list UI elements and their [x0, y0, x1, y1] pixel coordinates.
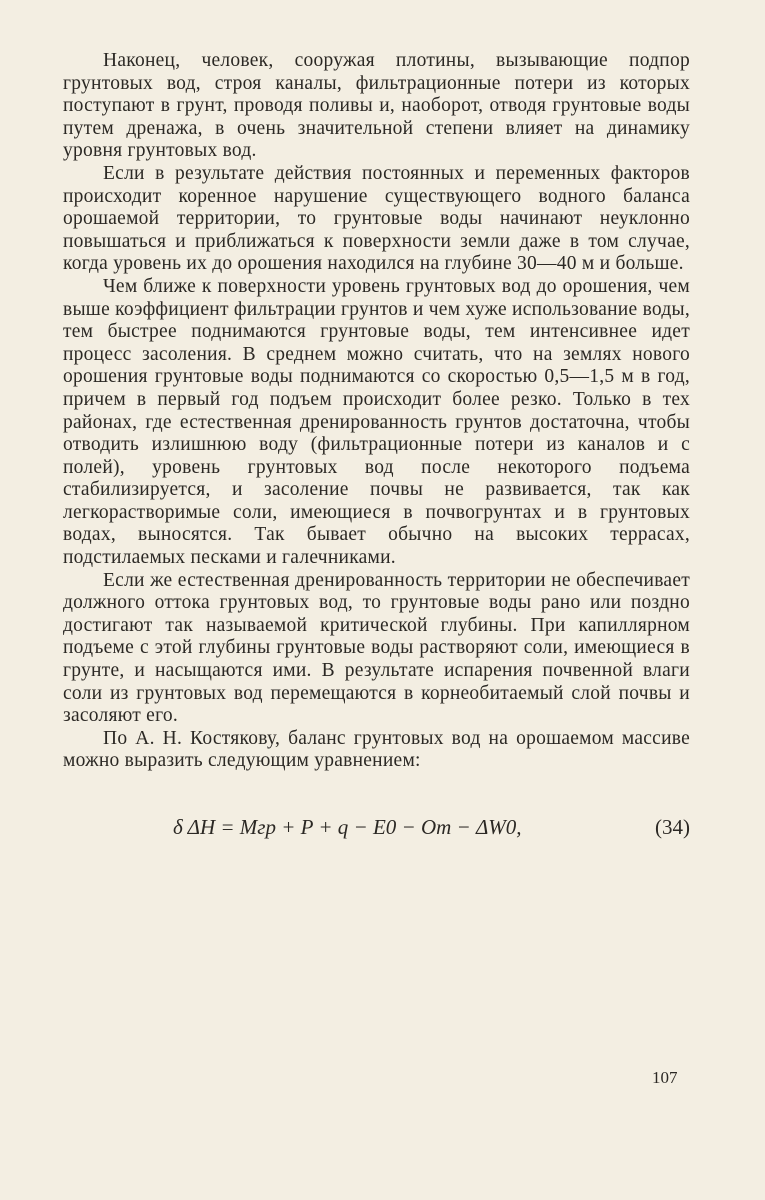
equation-row [63, 815, 690, 845]
paragraph-3: Чем ближе к поверхности уровень грунтовых вод до орошения, чем выше коэффициент фильтрации грунтов и чем хуже использование воды, тем быстрее поднимаются грунтовые воды, тем интенсивнее идет процесс засоления. В среднем можно считать, что на землях нового орошения грунтовые воды поднимаются со скоростью 0,5—1,5 м в год, причем в первый год подъем происходит более резко. Только в тех районах, где естественная дренированность грунтов достаточна, чтобы отводить излишнюю воду (фильтрационные потери из каналов и с полей), уровень грунтовых вод после некоторого подъема стабилизируется, и засоление почвы не развивается, так как легкорастворимые соли, имеющиеся в почвогрунтах и в грунтовых водах, выносятся. Так бывает обычно на высоких террасах, подстилаемых песками и галечниками. [63, 275, 690, 569]
paragraph-2: Если в результате действия постоянных и переменных факторов происходит коренное нарушение существующего водного баланса орошаемой территории, то грунтовые воды начинают неуклонно повышаться и приближаться к поверхности земли даже в том случае, когда уровень их до орошения находился на глубине 30—40 м и больше. [63, 162, 690, 275]
paragraph-5: По А. Н. Костякову, баланс грунтовых вод на орошаемом массиве можно выразить следующим уравнением: [63, 727, 690, 772]
equation-number: (34) [655, 815, 690, 839]
paragraph-4: Если же естественная дренированность территории не обеспечивает должного оттока грунтовых вод, то грунтовые воды рано или поздно достигают так называемой критической глубины. При капиллярном подъеме с этой глубины грунтовые воды растворяют соли, имеющиеся в грунте, и насыщаются ими. В результате испарения почвенной влаги соли из грунтовых вод перемещаются в корнеобитаемый слой почвы и засоляют его. [63, 569, 690, 727]
paragraph-1: Наконец, человек, сооружая плотины, вызывающие подпор грунтовых вод, строя каналы, фильтрационные потери из которых поступают в грунт, проводя поливы и, наоборот, отводя грунтовые воды путем дренажа, в очень значительной степени влияет на динамику уровня грунтовых вод. [63, 50, 690, 162]
page-number: 107 [652, 1068, 678, 1087]
equation: δ ΔH = Mгр + P + q − E0 − Oт − ΔW0, [173, 815, 522, 839]
